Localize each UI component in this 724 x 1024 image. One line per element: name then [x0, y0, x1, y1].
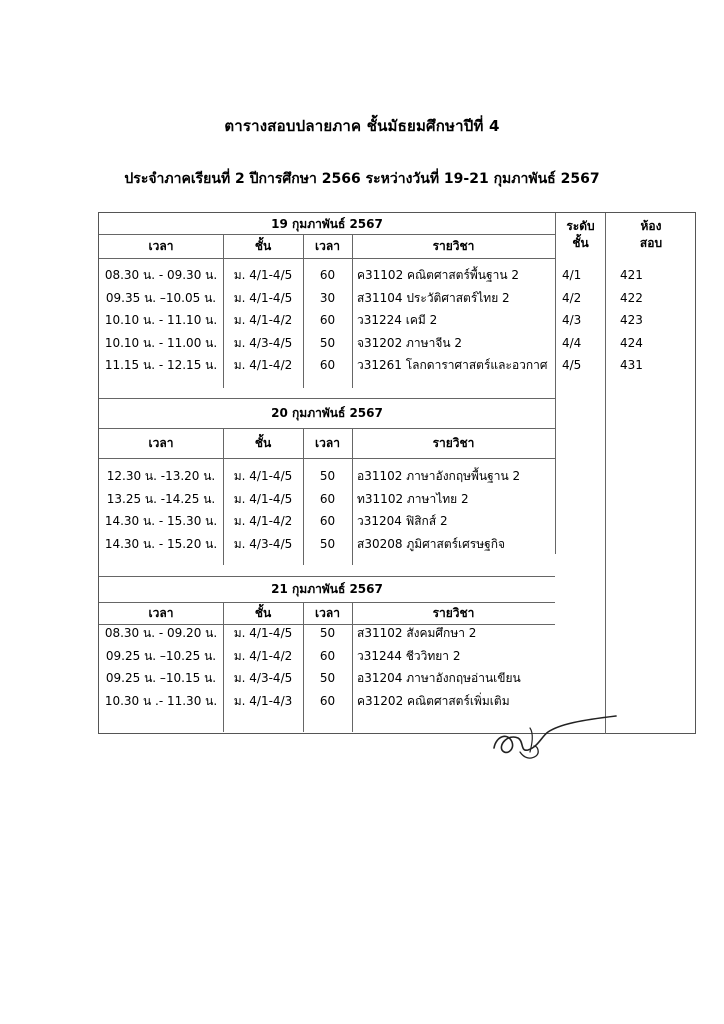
exam-subject: ค31102 คณิตศาสตร์พื้นฐาน 2	[357, 268, 520, 282]
exam-time: 09.35 น. –10.05 น.	[105, 290, 217, 305]
column-header-subject: รายวิชา	[432, 606, 475, 620]
room-cell: 424	[620, 335, 643, 350]
exam-duration: 50	[319, 626, 336, 640]
room-cell: 422	[620, 290, 643, 305]
room-header-line1: ห้อง	[640, 219, 662, 233]
day-date-header: 19 กุมภาพันธ์ 2567	[271, 216, 383, 231]
table-divider	[555, 213, 556, 554]
exam-time: 09.25 น. –10.15 น.	[105, 671, 217, 685]
exam-time: 14.30 น. - 15.20 น.	[104, 536, 218, 551]
exam-grade: ม. 4/1-4/3	[233, 693, 293, 708]
page-title: ตารางสอบปลายภาค ชั้นมัธยมศึกษาปีที่ 4	[224, 117, 500, 135]
column-header-time: เวลา	[148, 606, 174, 620]
table-divider	[99, 624, 555, 625]
exam-grade: ม. 4/1-4/5	[233, 290, 293, 305]
table-divider	[99, 234, 555, 235]
room-cell: 431	[620, 358, 643, 372]
exam-duration: 60	[319, 648, 336, 663]
exam-grade: ม. 4/1-4/2	[233, 358, 293, 372]
exam-duration: 30	[319, 290, 336, 305]
column-header-duration: เวลา	[315, 436, 340, 450]
room-header-line2: สอบ	[639, 236, 663, 250]
room-cell: 421	[620, 268, 643, 282]
room-cell: 423	[620, 313, 643, 327]
table-row	[99, 313, 555, 336]
table-row	[99, 268, 555, 291]
day-block	[99, 213, 555, 388]
exam-duration: 50	[319, 536, 336, 551]
table-divider	[99, 428, 555, 429]
exam-grade: ม. 4/1-4/5	[233, 491, 293, 506]
exam-subject: ว31204 ฟิสิกส์ 2	[357, 514, 448, 528]
exam-grade: ม. 4/3-4/5	[233, 536, 293, 551]
exam-subject: ส31104 ประวัติศาสตร์ไทย 2	[357, 290, 510, 305]
exam-time: 14.30 น. - 15.30 น.	[104, 514, 218, 528]
exam-time: 10.10 น. - 11.10 น.	[104, 313, 218, 327]
exam-grade: ม. 4/1-4/2	[233, 514, 293, 528]
exam-time: 10.10 น. - 11.00 น.	[104, 335, 218, 350]
exam-duration: 60	[319, 514, 336, 528]
column-header-subject: รายวิชา	[432, 436, 475, 450]
exam-duration: 60	[319, 313, 336, 327]
day-date-header: 21 กุมภาพันธ์ 2567	[271, 582, 383, 596]
signature	[490, 712, 620, 764]
page-subtitle: ประจำภาคเรียนที่ 2 ปีการศึกษา 2566 ระหว่างวันที่ 19-21 กุมภาพันธ์ 2567	[124, 171, 600, 187]
table-row	[99, 469, 555, 492]
day-block	[99, 576, 555, 732]
exam-subject: ท31102 ภาษาไทย 2	[357, 491, 469, 506]
level-header-line1: ระดับ	[566, 219, 595, 233]
exam-subject: จ31202 ภาษาจีน 2	[357, 335, 462, 350]
table-row	[99, 291, 555, 314]
table-divider	[99, 602, 555, 603]
table-row	[99, 671, 555, 694]
level-cell: 4/3	[562, 313, 582, 327]
exam-grade: ม. 4/1-4/5	[233, 626, 293, 640]
table-divider	[99, 398, 555, 399]
table-row	[99, 492, 555, 515]
table-divider	[99, 576, 555, 577]
exam-duration: 50	[319, 335, 336, 350]
table-row	[99, 694, 555, 717]
exam-subject: อ31204 ภาษาอังกฤษอ่านเขียน	[357, 671, 521, 685]
exam-duration: 60	[319, 358, 336, 372]
exam-subject: ส30208 ภูมิศาสตร์เศรษฐกิจ	[357, 536, 506, 551]
exam-duration: 50	[319, 671, 336, 685]
table-divider	[99, 258, 555, 259]
column-header-grade: ชั้น	[254, 239, 272, 253]
exam-timetable	[98, 212, 696, 734]
level-header-line2: ชั้น	[572, 236, 589, 250]
exam-grade: ม. 4/1-4/2	[233, 313, 293, 327]
exam-subject: ว31261 โลกดาราศาสตร์และอวกาศ	[357, 358, 548, 372]
exam-grade: ม. 4/3-4/5	[233, 335, 293, 350]
level-cell: 4/1	[562, 268, 582, 282]
exam-subject: อ31102 ภาษาอังกฤษพื้นฐาน 2	[357, 469, 521, 483]
exam-time: 08.30 น. - 09.30 น.	[104, 268, 218, 282]
table-divider	[605, 213, 606, 734]
level-cell: 4/5	[562, 358, 582, 372]
column-header-duration: เวลา	[315, 606, 340, 620]
exam-time: 10.30 น .- 11.30 น.	[104, 693, 218, 708]
column-header-grade: ชั้น	[254, 606, 272, 620]
exam-duration: 50	[319, 469, 336, 483]
column-header-subject: รายวิชา	[432, 239, 475, 253]
exam-subject: ส31102 สังคมศึกษา 2	[357, 626, 477, 640]
column-header-grade: ชั้น	[254, 436, 272, 450]
day-date-header: 20 กุมภาพันธ์ 2567	[271, 406, 383, 420]
table-row	[99, 514, 555, 537]
level-cell: 4/2	[562, 290, 582, 305]
table-divider	[99, 458, 555, 459]
column-header-time: เวลา	[148, 239, 174, 253]
table-row	[99, 537, 555, 560]
exam-subject: ว31224 เคมี 2	[357, 313, 438, 327]
exam-time: 09.25 น. –10.25 น.	[105, 648, 217, 663]
table-row	[99, 626, 555, 649]
table-row	[99, 336, 555, 359]
day-block	[99, 398, 555, 565]
table-row	[99, 358, 555, 381]
exam-duration: 60	[319, 491, 336, 506]
column-header-duration: เวลา	[315, 239, 340, 253]
exam-duration: 60	[319, 693, 336, 708]
exam-grade: ม. 4/1-4/5	[233, 268, 293, 282]
exam-time: 11.15 น. - 12.15 น.	[104, 358, 218, 372]
exam-grade: ม. 4/1-4/5	[233, 469, 293, 483]
table-row	[99, 649, 555, 672]
exam-duration: 60	[319, 268, 336, 282]
exam-grade: ม. 4/3-4/5	[233, 671, 293, 685]
column-header-time: เวลา	[148, 436, 174, 450]
exam-time: 12.30 น. -13.20 น.	[106, 469, 216, 483]
exam-subject: ว31244 ชีววิทยา 2	[357, 648, 461, 663]
level-cell: 4/4	[562, 335, 582, 350]
exam-subject: ค31202 คณิตศาสตร์เพิ่มเติม	[357, 693, 510, 708]
exam-time: 08.30 น. - 09.20 น.	[104, 626, 218, 640]
exam-grade: ม. 4/1-4/2	[233, 648, 293, 663]
exam-time: 13.25 น. -14.25 น.	[106, 491, 216, 506]
